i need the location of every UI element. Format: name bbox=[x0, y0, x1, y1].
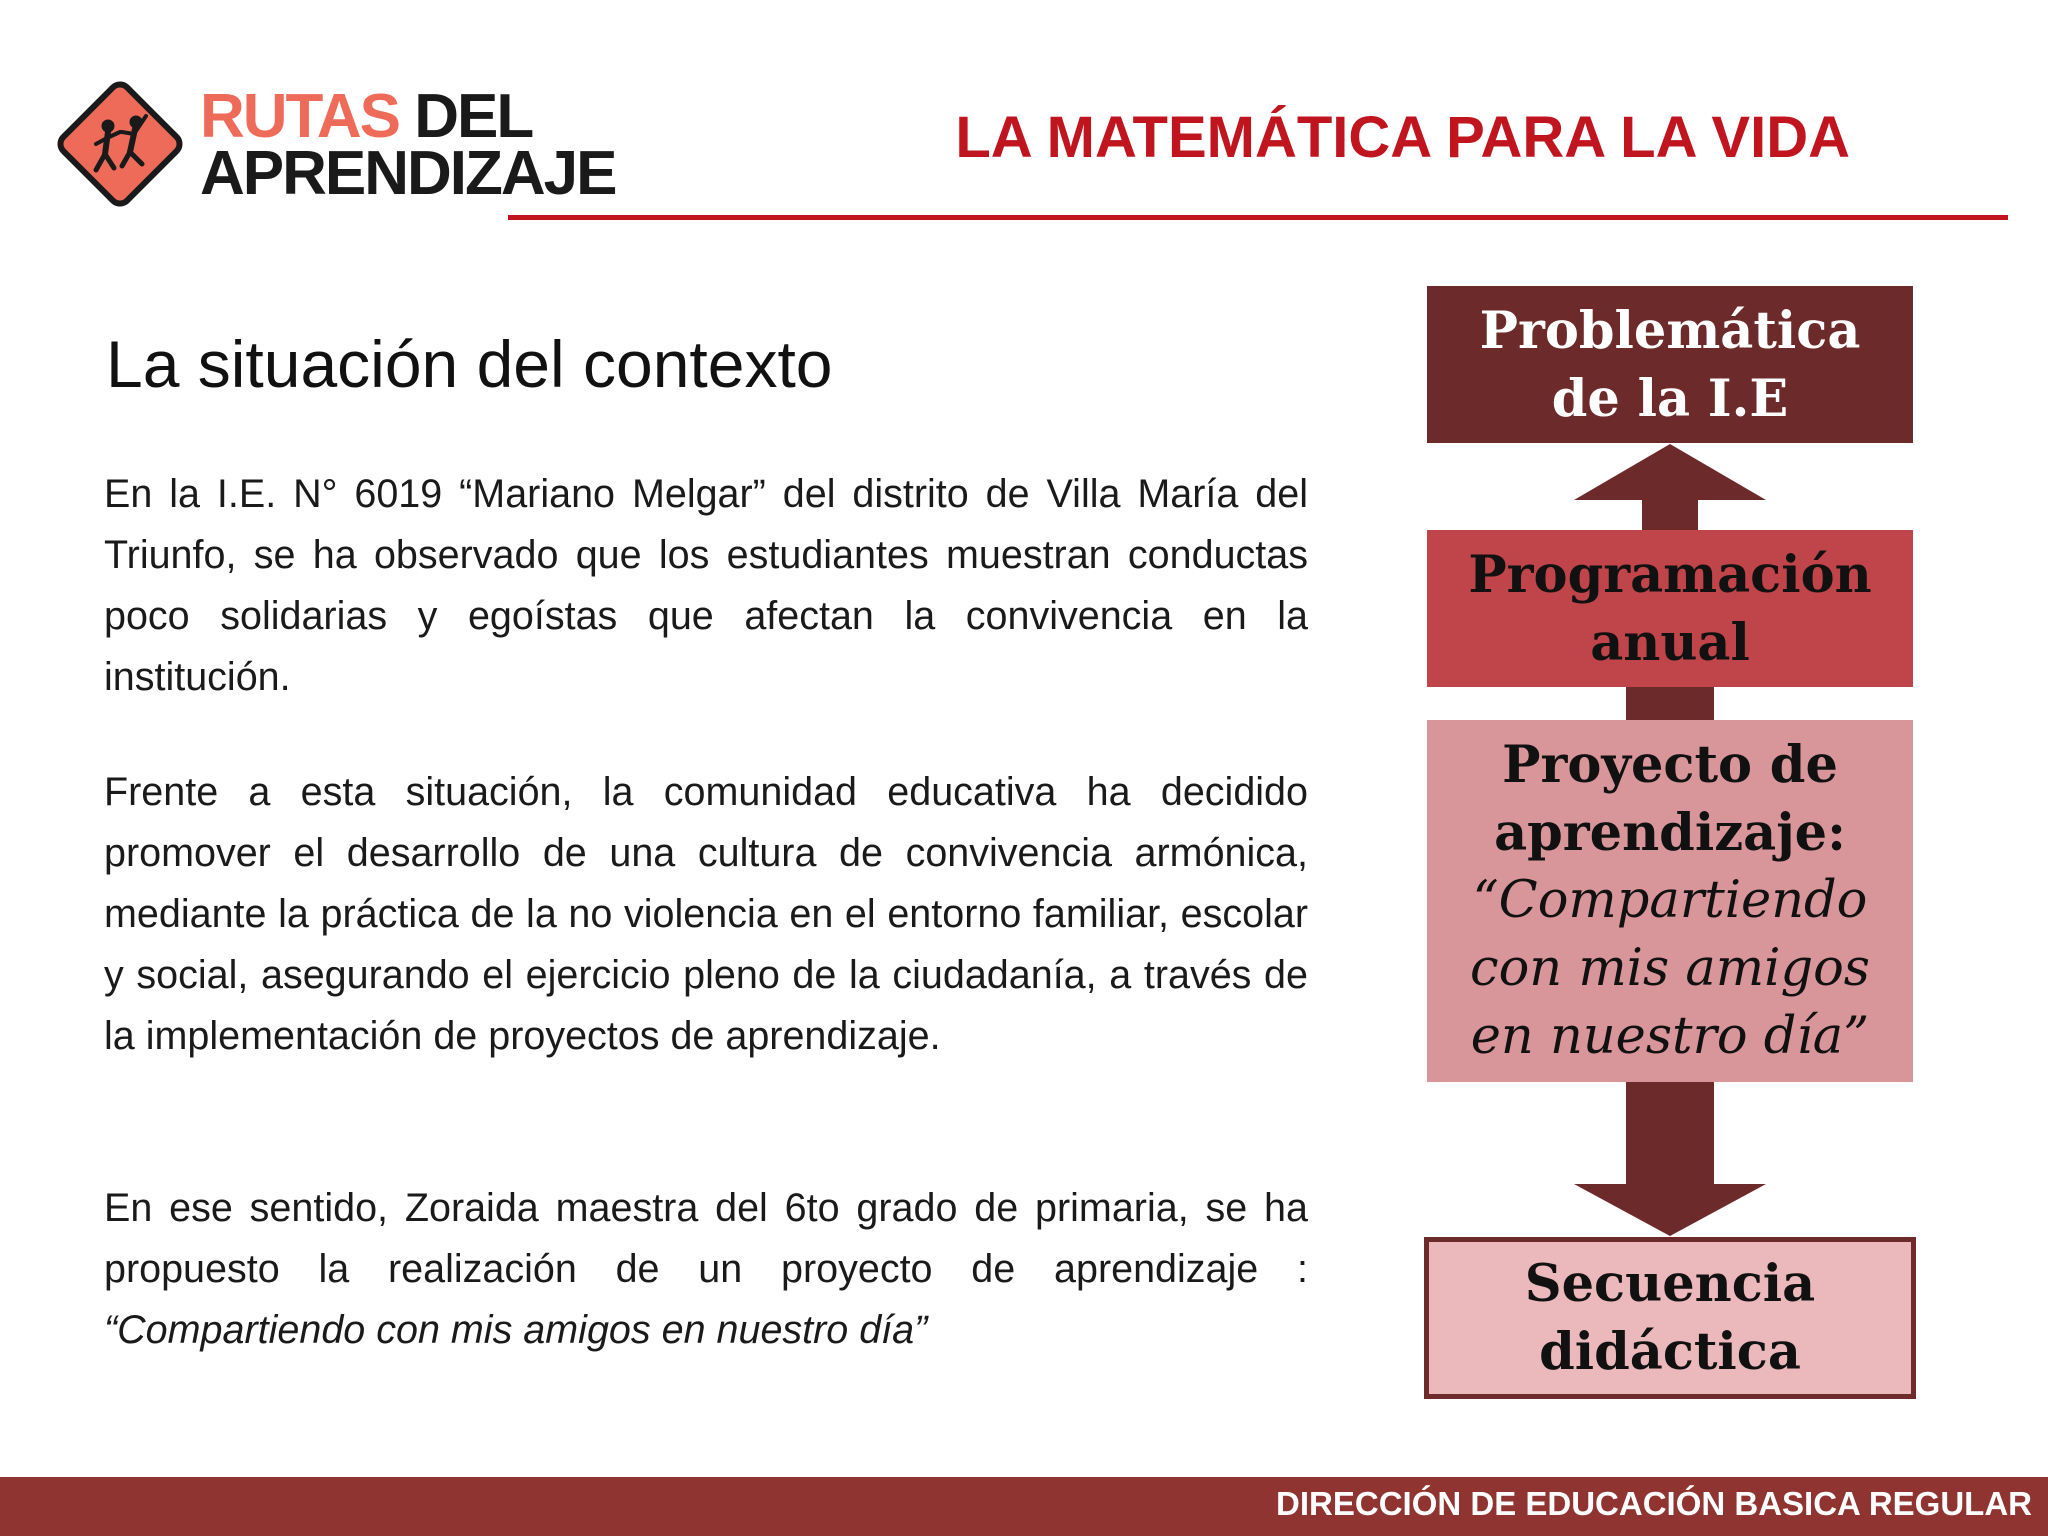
logo-word-aprendizaje: APRENDIZAJE bbox=[200, 139, 616, 209]
diagram-box-proyecto bbox=[1427, 720, 1913, 1082]
logo-word-del: DEL bbox=[414, 82, 533, 151]
box4-line2: didáctica bbox=[1539, 1322, 1801, 1382]
box3-line1: Proyecto de bbox=[1502, 735, 1838, 795]
diagram-box-secuencia bbox=[1424, 1237, 1916, 1399]
paragraph-1: En la I.E. N° 6019 “Mariano Melgar” del distrito de Villa María del Triunfo, se ha observado que los estudiantes muestran conductas poco solidarias y egoístas que afectan la convivencia en la institución. bbox=[104, 472, 1308, 699]
box3-line5: en nuestro día” bbox=[1470, 1007, 1870, 1066]
up-arrow-icon bbox=[1574, 444, 1766, 540]
footer-bar bbox=[0, 1477, 2048, 1536]
box3-line2: aprendizaje: bbox=[1494, 803, 1846, 863]
footer-text: DIRECCIÓN DE EDUCACIÓN BASICA REGULAR bbox=[1276, 1485, 2032, 1522]
box2-line1: Programación bbox=[1468, 544, 1872, 605]
box3-line4: con mis amigos bbox=[1470, 939, 1870, 998]
box4-line1: Secuencia bbox=[1524, 1254, 1816, 1314]
paragraph-2: Frente a esta situación, la comunidad educativa ha decidido promover el desarrollo de una cultura de convivencia armónica, mediante la práctica de la no violencia en el entorno familiar, escolar y social, asegurando el ejercicio pleno de la ciudadanía, a través de la implementación de proyectos de aprendizaje. bbox=[104, 770, 1308, 1058]
diagram-box-problematica bbox=[1427, 286, 1913, 443]
paragraph-3-lead: En ese sentido, Zoraida maestra del 6to grado de primaria, se ha propuesto la realización de un proyecto de aprendizaje : bbox=[104, 1186, 1308, 1291]
diagram-box-programacion bbox=[1427, 530, 1913, 687]
rutas-logo-icon bbox=[50, 74, 190, 214]
box1-line1: Problemática bbox=[1479, 300, 1861, 361]
paragraph-3 bbox=[104, 1178, 1308, 1361]
box2-line2: anual bbox=[1590, 612, 1750, 673]
section-heading: La situación del contexto bbox=[106, 327, 833, 401]
title-divider bbox=[508, 215, 2008, 220]
page-title: LA MATEMÁTICA PARA LA VIDA bbox=[955, 105, 1850, 170]
logo-wordmark bbox=[200, 82, 616, 209]
paragraph-3-project-title: “Compartiendo con mis amigos en nuestro día” bbox=[104, 1308, 928, 1352]
logo-word-rutas: RUTAS bbox=[200, 82, 399, 151]
down-arrow-icon bbox=[1574, 1080, 1766, 1236]
box1-line2: de la I.E bbox=[1551, 368, 1789, 429]
box3-line3: “Compartiendo bbox=[1472, 871, 1868, 930]
